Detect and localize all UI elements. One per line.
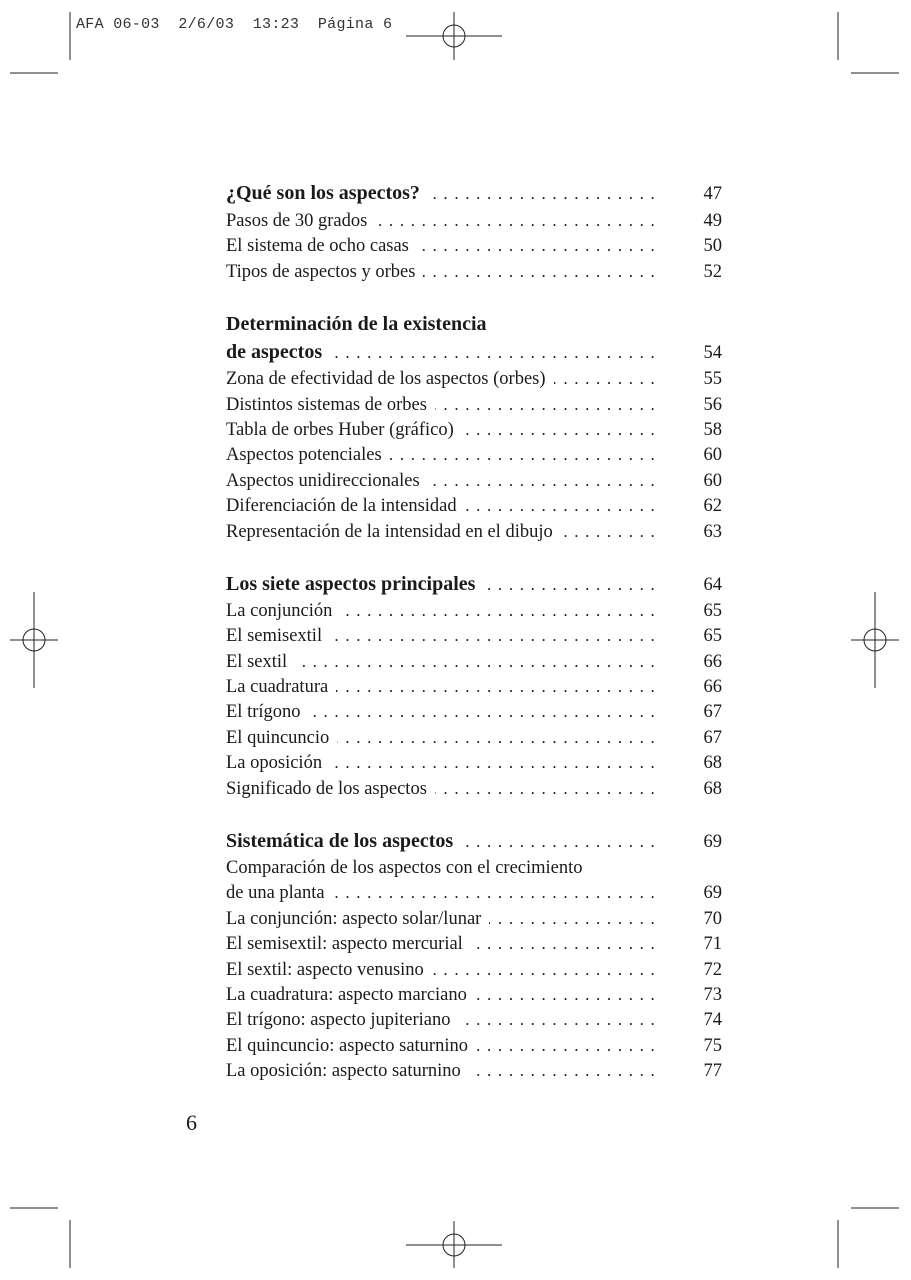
toc-entry: La conjunción . . . 65 xyxy=(226,601,722,626)
toc-entry-heading: Determinación de la existencia xyxy=(226,313,487,336)
registration-mark-bottom xyxy=(406,1221,502,1268)
toc-entry: El quincuncio . . . 67 xyxy=(226,728,722,753)
toc-entry: La oposición: aspecto saturnino . . . 77 xyxy=(226,1061,722,1086)
registration-mark-right xyxy=(851,592,899,688)
toc-entry: Aspectos potenciales . . . 60 xyxy=(226,445,722,470)
toc-entry: El sextil: aspecto venusino . . . 72 xyxy=(226,960,722,985)
toc-entry: Tabla de orbes Huber (gráfico) . . . 58 xyxy=(226,420,722,445)
toc-entry: El semisextil: aspecto mercurial . . . 71 xyxy=(226,934,722,959)
toc-entry: Diferenciación de la intensidad . . . 62 xyxy=(226,496,722,521)
registration-mark-top xyxy=(406,12,502,60)
table-of-contents xyxy=(226,182,722,1113)
toc-entry-heading: ¿Qué son los aspectos? . . . 47 xyxy=(226,182,722,211)
toc-entry: de una planta . . . 69 xyxy=(226,883,722,908)
toc-entry-heading: Sistemática de los aspectos . . . 69 xyxy=(226,830,722,858)
toc-entry: El trígono . . . 67 xyxy=(226,702,722,727)
toc-entry-heading: de aspectos . . . 54 xyxy=(226,341,722,369)
toc-entry: El semisextil . . . 65 xyxy=(226,626,722,651)
print-slug: AFA 06-03 2/6/03 13:23 Página 6 xyxy=(76,16,393,33)
page-number: 6 xyxy=(186,1110,197,1135)
toc-entry: Representación de la intensidad en el dibujo . . . 63 xyxy=(226,522,722,547)
toc-entry: La cuadratura: aspecto marciano . . . 73 xyxy=(226,985,722,1010)
toc-entry: Distintos sistemas de orbes . . . 56 xyxy=(226,395,722,420)
toc-entry: La conjunción: aspecto solar/lunar . . . 70 xyxy=(226,909,722,934)
toc-entry: La oposición . . . 68 xyxy=(226,753,722,778)
toc-entry: La cuadratura . . . 66 xyxy=(226,677,722,702)
toc-entry: Significado de los aspectos . . . 68 xyxy=(226,779,722,804)
toc-entry: El trígono: aspecto jupiteriano . . . 74 xyxy=(226,1010,722,1035)
toc-entry: El sistema de ocho casas . . . 50 xyxy=(226,236,722,261)
toc-entry: Comparación de los aspectos con el crecimiento xyxy=(226,858,583,879)
toc-section xyxy=(226,182,722,287)
toc-section xyxy=(226,830,722,1087)
toc-entry: Zona de efectividad de los aspectos (orbes) . . . 55 xyxy=(226,369,722,394)
toc-entry: Tipos de aspectos y orbes . . . 52 xyxy=(226,262,722,287)
toc-section xyxy=(226,313,722,547)
toc-entry: Aspectos unidireccionales . . . 60 xyxy=(226,471,722,496)
registration-mark-left xyxy=(10,592,58,688)
toc-entry: Pasos de 30 grados . . . 49 xyxy=(226,211,722,236)
toc-entry-heading: Los siete aspectos principales . . . 64 xyxy=(226,573,722,601)
toc-section xyxy=(226,573,722,804)
toc-entry: El quincuncio: aspecto saturnino . . . 75 xyxy=(226,1036,722,1061)
toc-entry: El sextil . . . 66 xyxy=(226,652,722,677)
